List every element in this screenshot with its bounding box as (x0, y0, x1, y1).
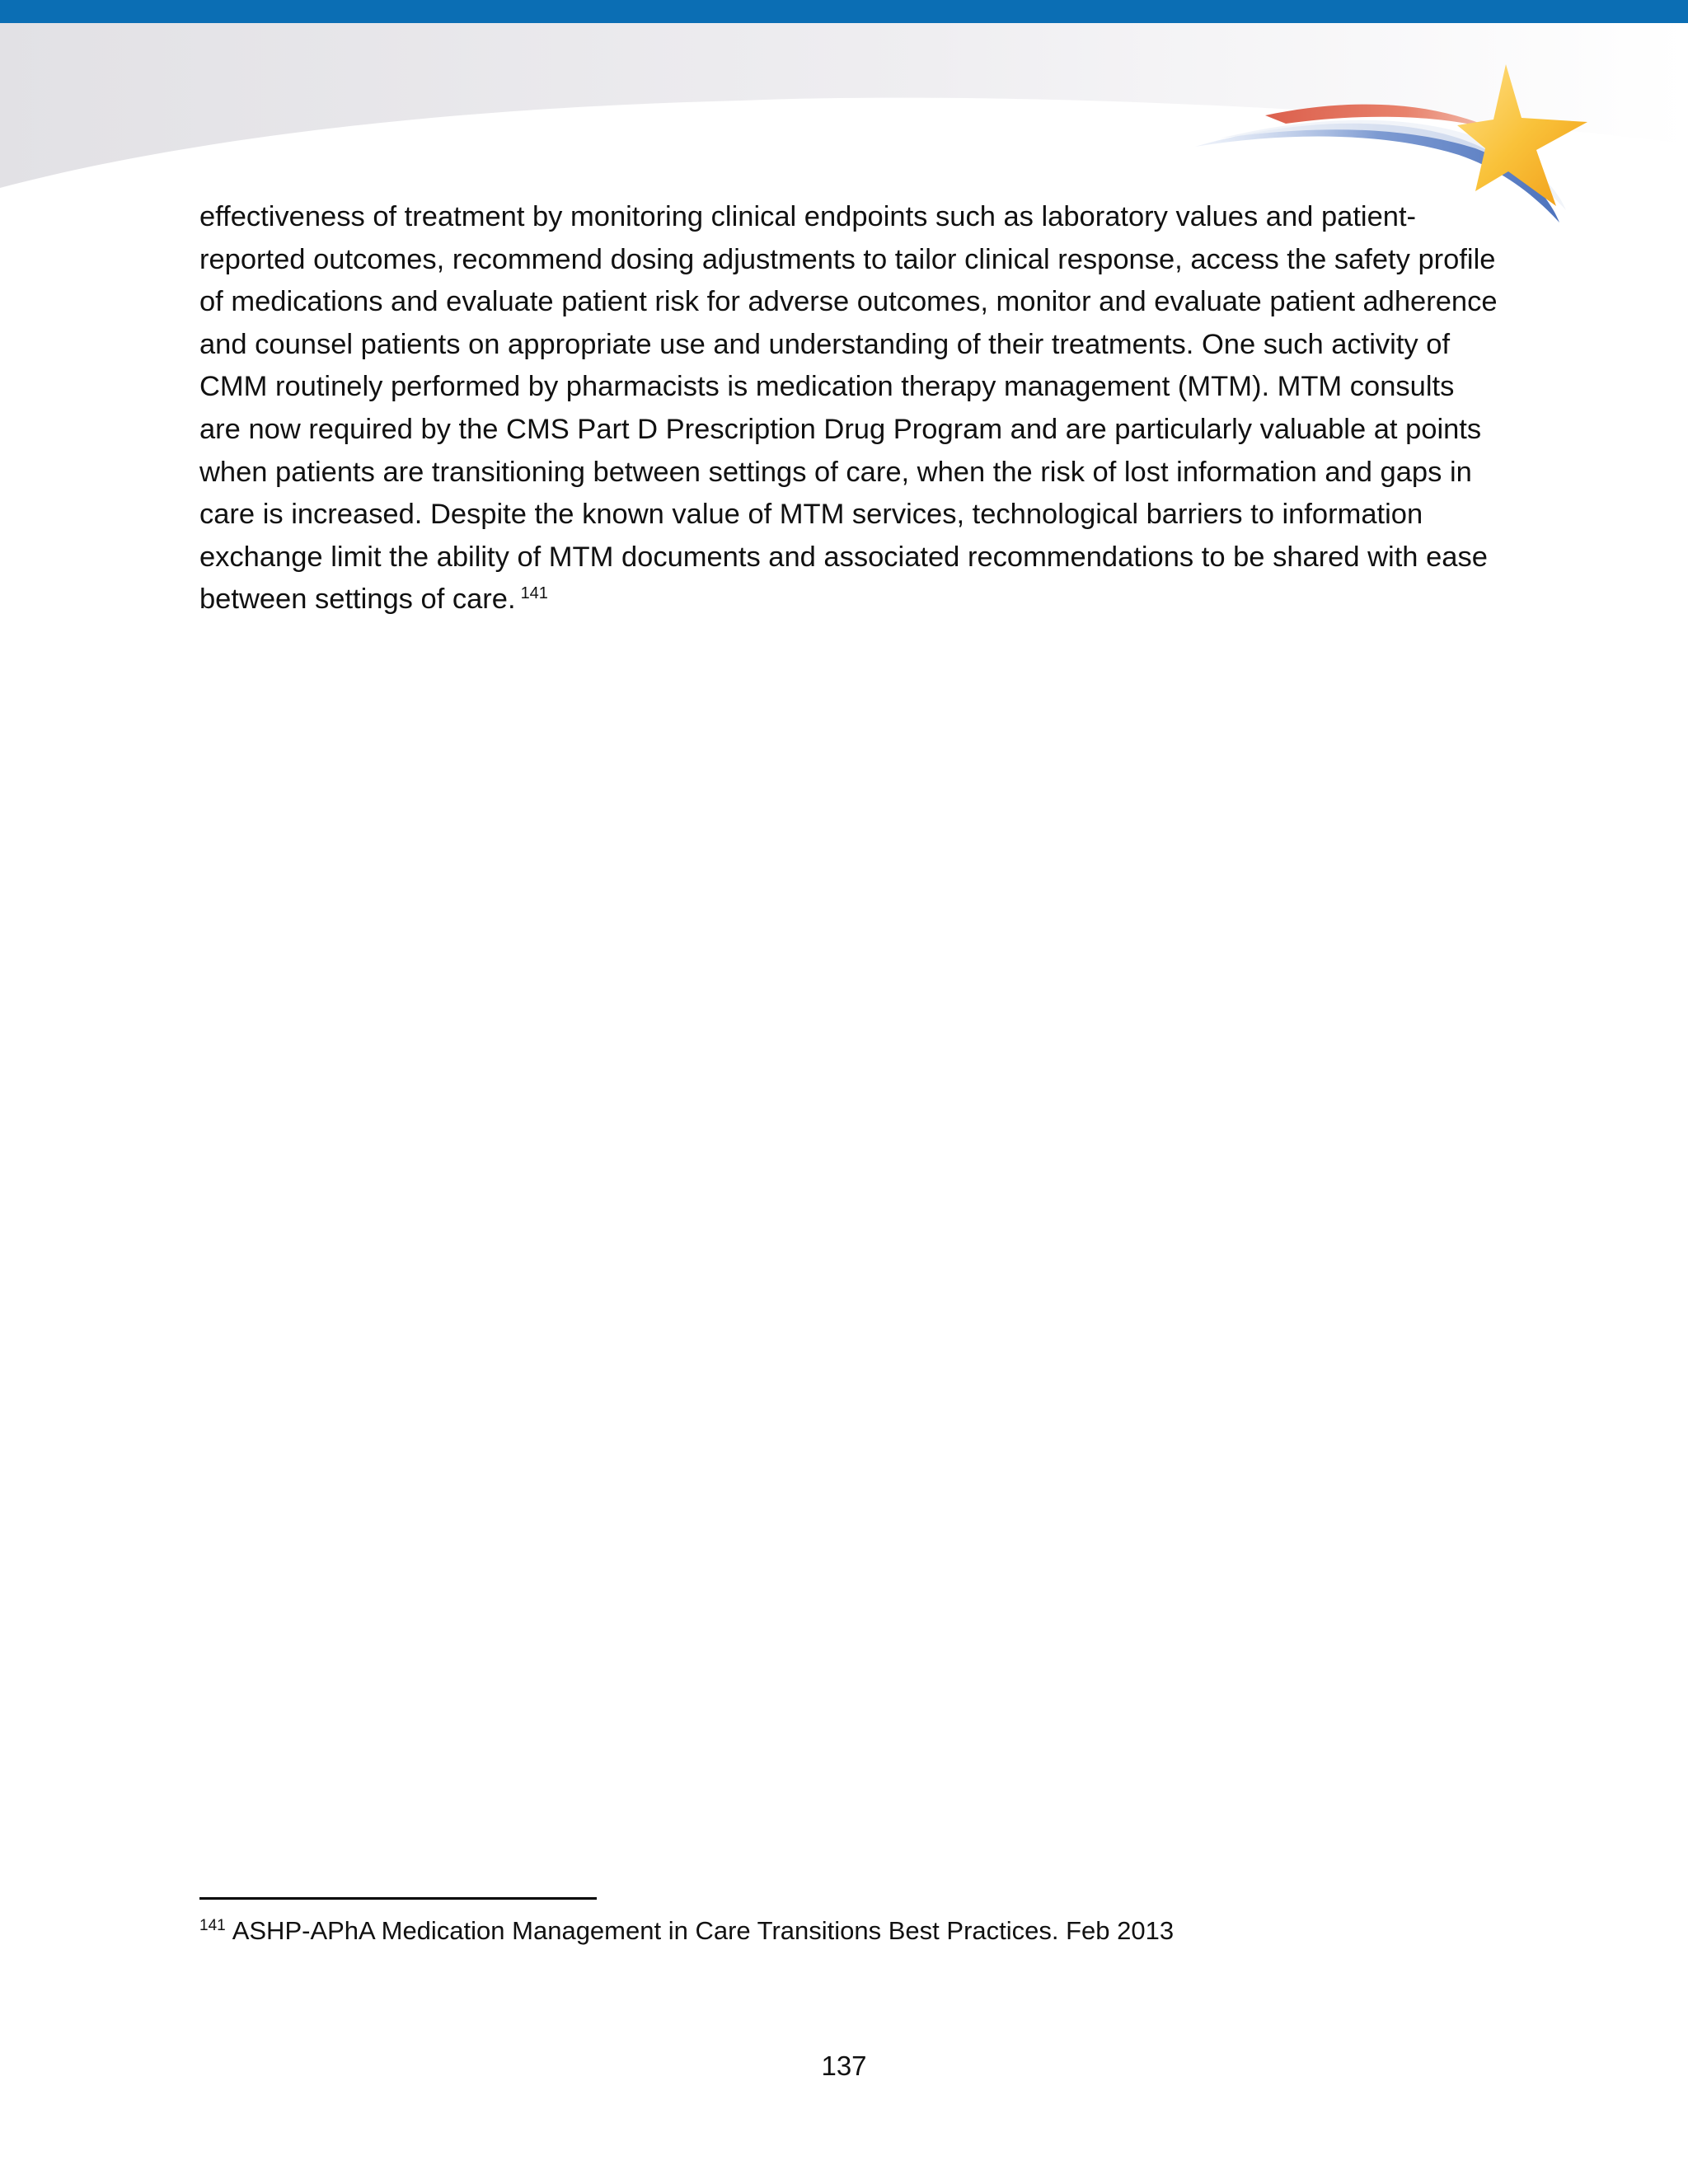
footnote-number: 141 (199, 1916, 226, 1934)
body-line: and counsel patients on appropriate use and understanding of their treatments. One such activity of (199, 328, 1451, 360)
body-line: care is increased. Despite the known value of MTM services, technological barriers to information (199, 499, 1423, 531)
body-line-text: between settings of care. (199, 583, 516, 616)
body-line: are now required by the CMS Part D Prescription Drug Program and are particularly valuable at points (199, 413, 1482, 445)
page-number: 137 (821, 2050, 867, 2081)
footnote-separator (199, 1897, 597, 1900)
body-line: exchange limit the ability of MTM documents and associated recommendations to be shared with ease (199, 541, 1488, 573)
body-line-last (199, 579, 1493, 621)
footnote-reference[interactable]: 141 (520, 583, 548, 602)
body-line: of medications and evaluate patient risk for adverse outcomes, monitor and evaluate patient adherence (199, 286, 1498, 318)
footnote-text: ASHP-APhA Medication Management in Care Transitions Best Practices. Feb 2013 (232, 1916, 1175, 1945)
gray-swoosh-shape (0, 23, 1688, 188)
body-line: effectiveness of treatment by monitoring clinical endpoints such as laboratory values and patient- (199, 201, 1417, 232)
footnote (199, 1910, 1174, 1952)
body-line: when patients are transitioning between settings of care, when the risk of lost information and gaps in (199, 456, 1472, 488)
body-paragraph (199, 196, 1498, 621)
header-top-bar (0, 0, 1688, 23)
body-line: reported outcomes, recommend dosing adjustments to tailor clinical response, access the safety profile (199, 243, 1496, 275)
body-line: CMM routinely performed by pharmacists is medication therapy management (MTM). MTM consults (199, 371, 1455, 403)
